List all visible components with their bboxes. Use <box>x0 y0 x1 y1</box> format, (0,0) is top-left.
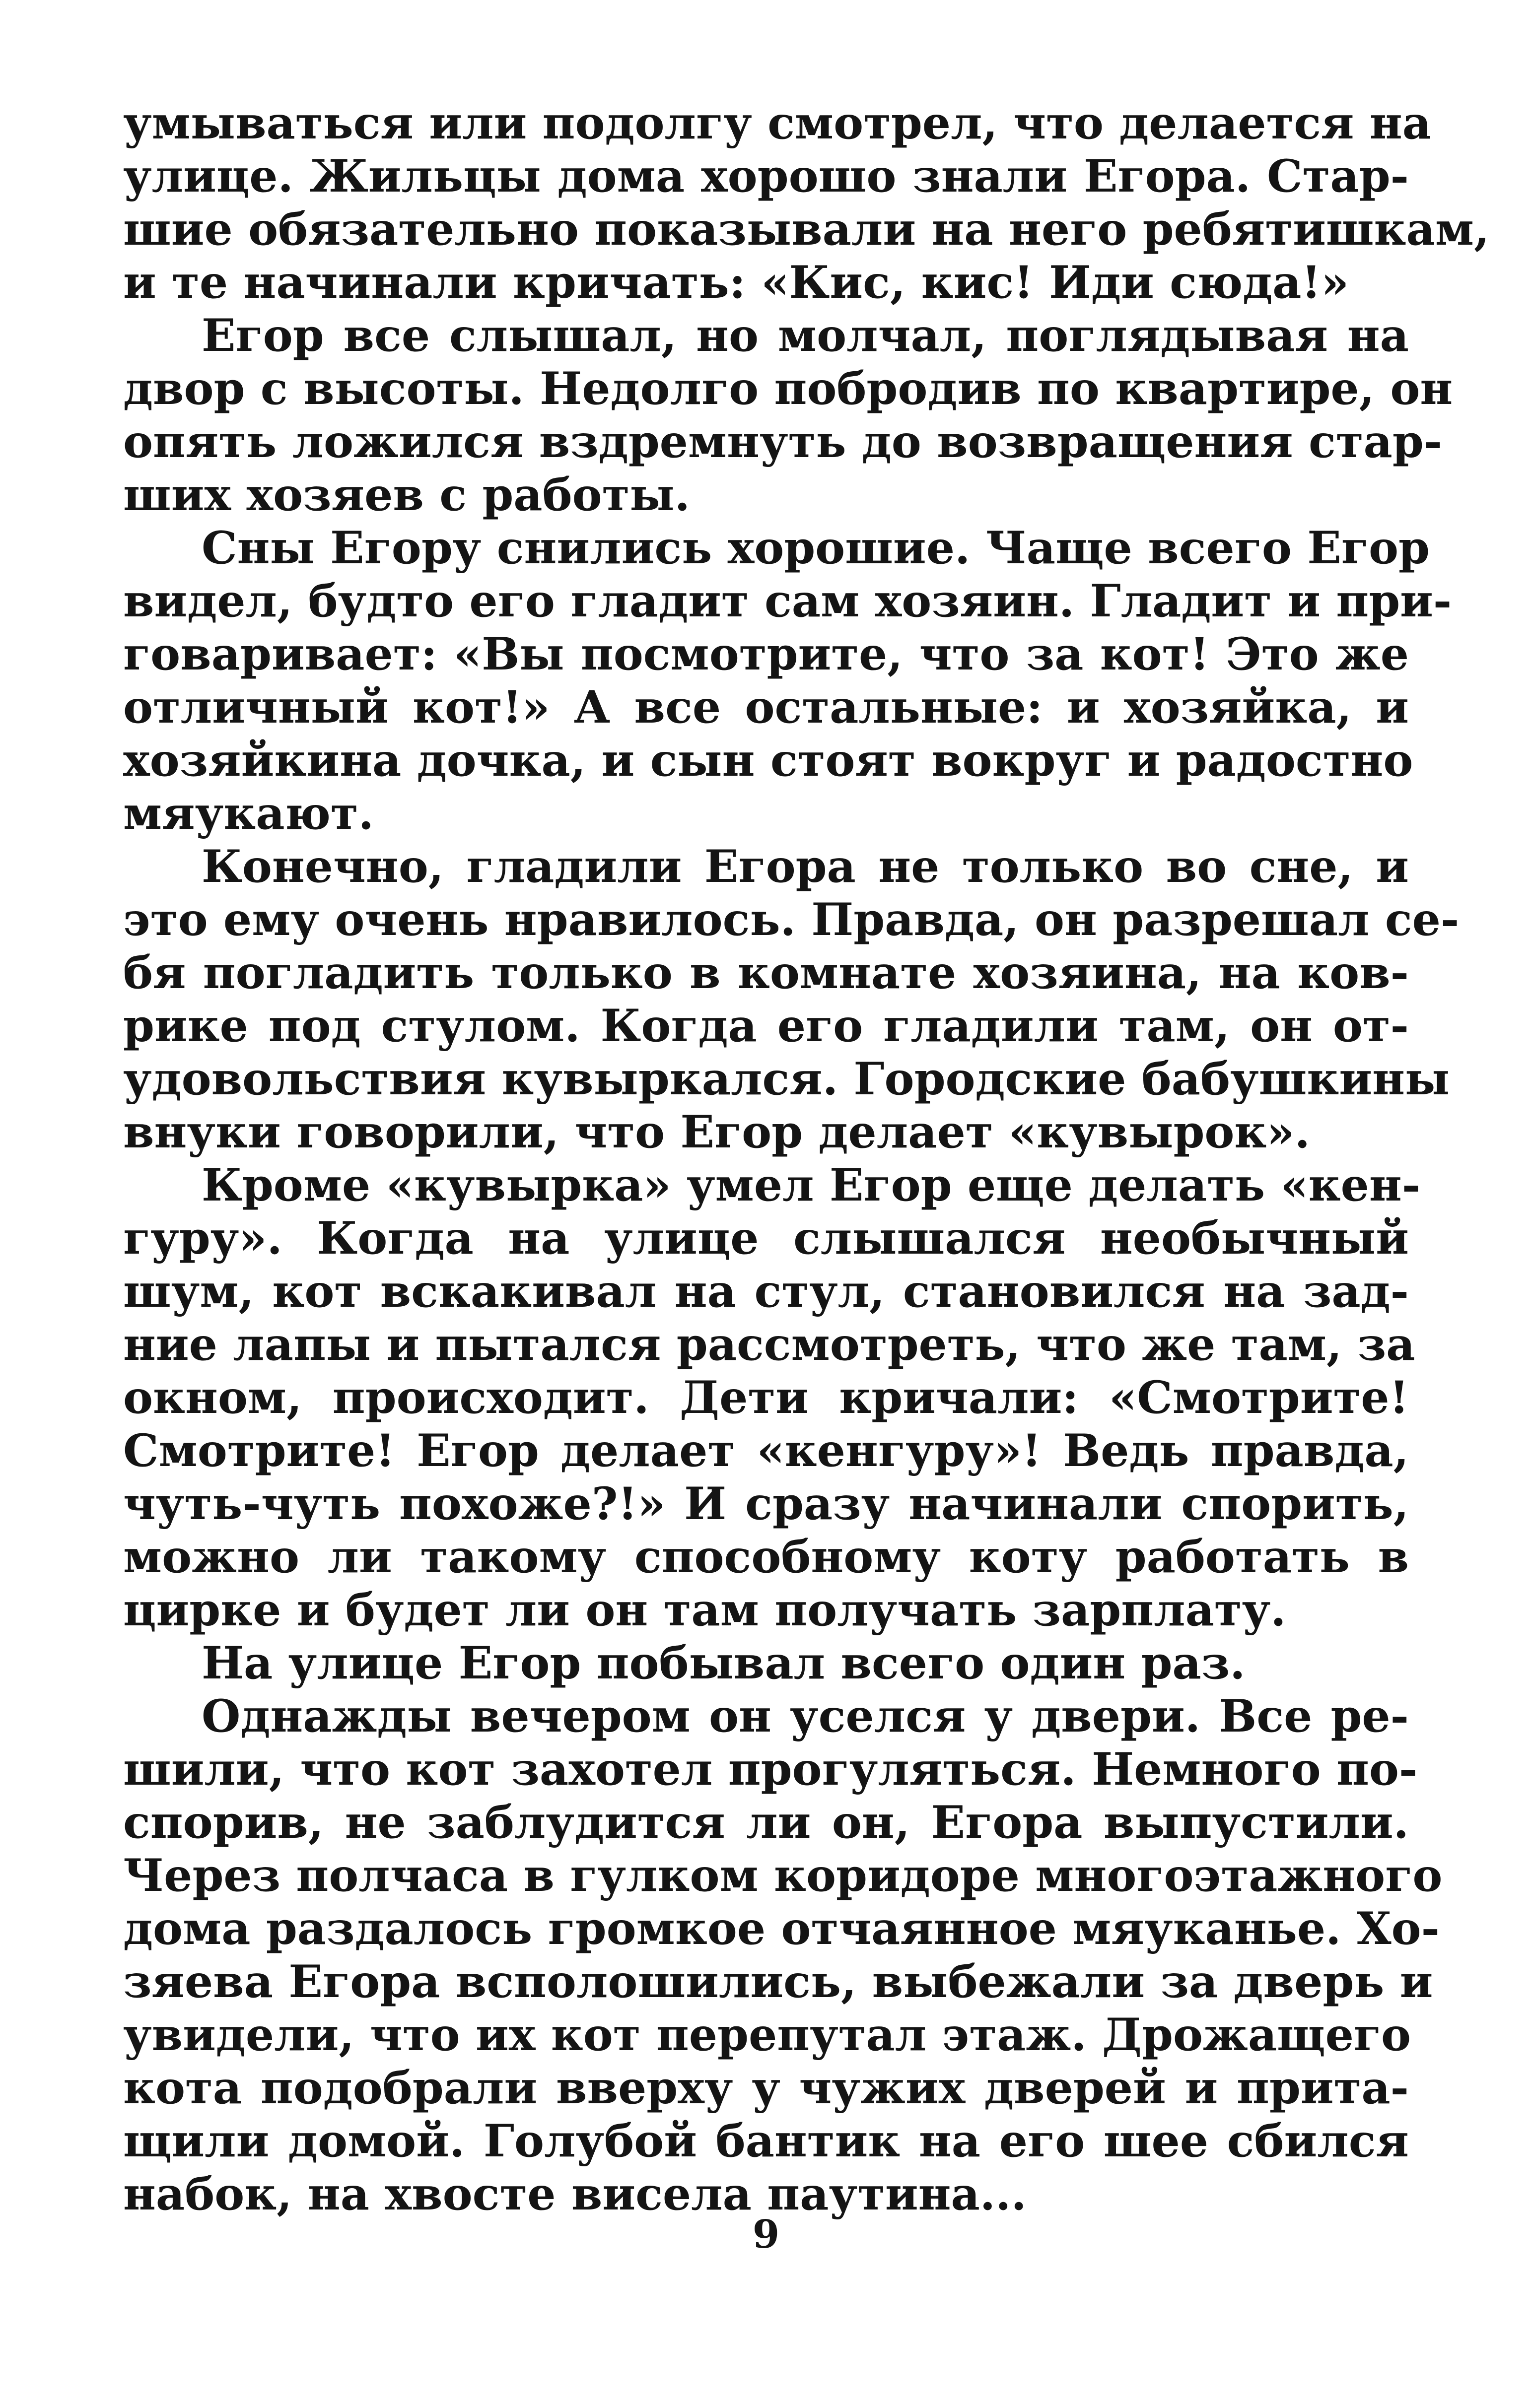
text-line: ние лапы и пытался рассмотреть, что же там, за <box>123 1318 1415 1371</box>
text-line: Однажды вечером он уселся у двери. Все ре- <box>202 1690 1409 1742</box>
paragraph-continuation <box>123 97 1490 309</box>
paragraph-kangaroo <box>123 1159 1421 1637</box>
text-line: цирке и будет ли он там получать зарплату. <box>123 1584 1286 1636</box>
text-line: увидели, что их кот перепутал этаж. Дрожащего <box>123 2008 1411 2061</box>
text-line: шили, что кот захотел прогуляться. Немного по- <box>123 1743 1418 1796</box>
text-line: бя погладить только в комнате хозяина, на ков- <box>123 946 1409 999</box>
text-line: Через полчаса в гулком коридоре многоэтажного <box>123 1849 1443 1902</box>
text-line: шум, кот вскакивал на стул, становился на зад- <box>123 1265 1409 1318</box>
text-line: удовольствия кувыркался. Городские бабушкины <box>123 1053 1450 1105</box>
body-text <box>123 97 1490 2221</box>
text-line: видел, будто его гладит сам хозяин. Гладит и при- <box>123 575 1452 627</box>
text-line: окном, происходит. Дети кричали: «Смотрите! <box>123 1371 1409 1424</box>
text-line: шие обязательно показывали на него ребятишкам, <box>123 203 1490 256</box>
text-line: щили домой. Голубой бантик на его шее сбился <box>123 2115 1409 2167</box>
paragraph-one-evening <box>123 1690 1443 2221</box>
text-line: мяукают. <box>123 787 374 840</box>
text-line: можно ли такому способному коту работать в <box>123 1531 1409 1583</box>
text-line: улице. Жильцы дома хорошо знали Егора. Стар- <box>123 150 1409 202</box>
text-line: кота подобрали вверху у чужих дверей и прита- <box>123 2062 1409 2114</box>
text-line: чуть-чуть похоже?!» И сразу начинали спорить, <box>123 1477 1409 1530</box>
text-line: внуки говорили, что Егор делает «кувырок». <box>123 1106 1310 1158</box>
text-line: зяева Егора всполошились, выбежали за дверь и <box>123 1955 1433 2008</box>
text-line: ших хозяев с работы. <box>123 468 690 521</box>
paragraph-egor-listening <box>123 309 1453 522</box>
text-line: Кроме «кувырка» умел Егор еще делать «кен- <box>202 1159 1421 1211</box>
text-line: это ему очень нравилось. Правда, он разрешал се- <box>123 893 1460 946</box>
text-line: дома раздалось громкое отчаянное мяуканье. Хо- <box>123 1902 1440 1955</box>
text-line: спорив, не заблудится ли он, Егора выпустили. <box>123 1796 1409 1849</box>
text-line: говаривает: «Вы посмотрите, что за кот! Это же <box>123 628 1409 680</box>
text-line: опять ложился вздремнуть до возвращения стар- <box>123 415 1443 468</box>
text-line: хозяйкина дочка, и сын стоят вокруг и радостно <box>123 734 1413 787</box>
text-line: Сны Егору снились хорошие. Чаще всего Егор <box>202 522 1430 574</box>
text-line: умываться или подолгу смотрел, что делается на <box>123 97 1432 149</box>
text-line: гуру». Когда на улице слышался необычный <box>123 1212 1409 1265</box>
text-line: двор с высоты. Недолго побродив по квартире, он <box>123 362 1453 415</box>
text-line: и те начинали кричать: «Кис, кис! Иди сюда!» <box>123 256 1349 309</box>
paragraph-outside-once <box>123 1637 1409 1690</box>
text-line: Егор все слышал, но молчал, поглядывая на <box>202 309 1409 362</box>
text-line: Смотрите! Егор делает «кенгуру»! Ведь правда, <box>123 1424 1409 1477</box>
text-line: Конечно, гладили Егора не только во сне, и <box>202 840 1409 893</box>
text-line: На улице Егор побывал всего один раз. <box>202 1637 1246 1689</box>
text-line: рике под стулом. Когда его гладили там, он от- <box>123 1000 1409 1052</box>
text-line: отличный кот!» А все остальные: и хозяйка, и <box>123 681 1409 734</box>
paragraph-petting <box>123 840 1460 1159</box>
page-number: 9 <box>752 2212 780 2257</box>
text-line: набок, на хвосте висела паутина... <box>123 2168 1027 2220</box>
paragraph-dreams <box>123 522 1452 840</box>
